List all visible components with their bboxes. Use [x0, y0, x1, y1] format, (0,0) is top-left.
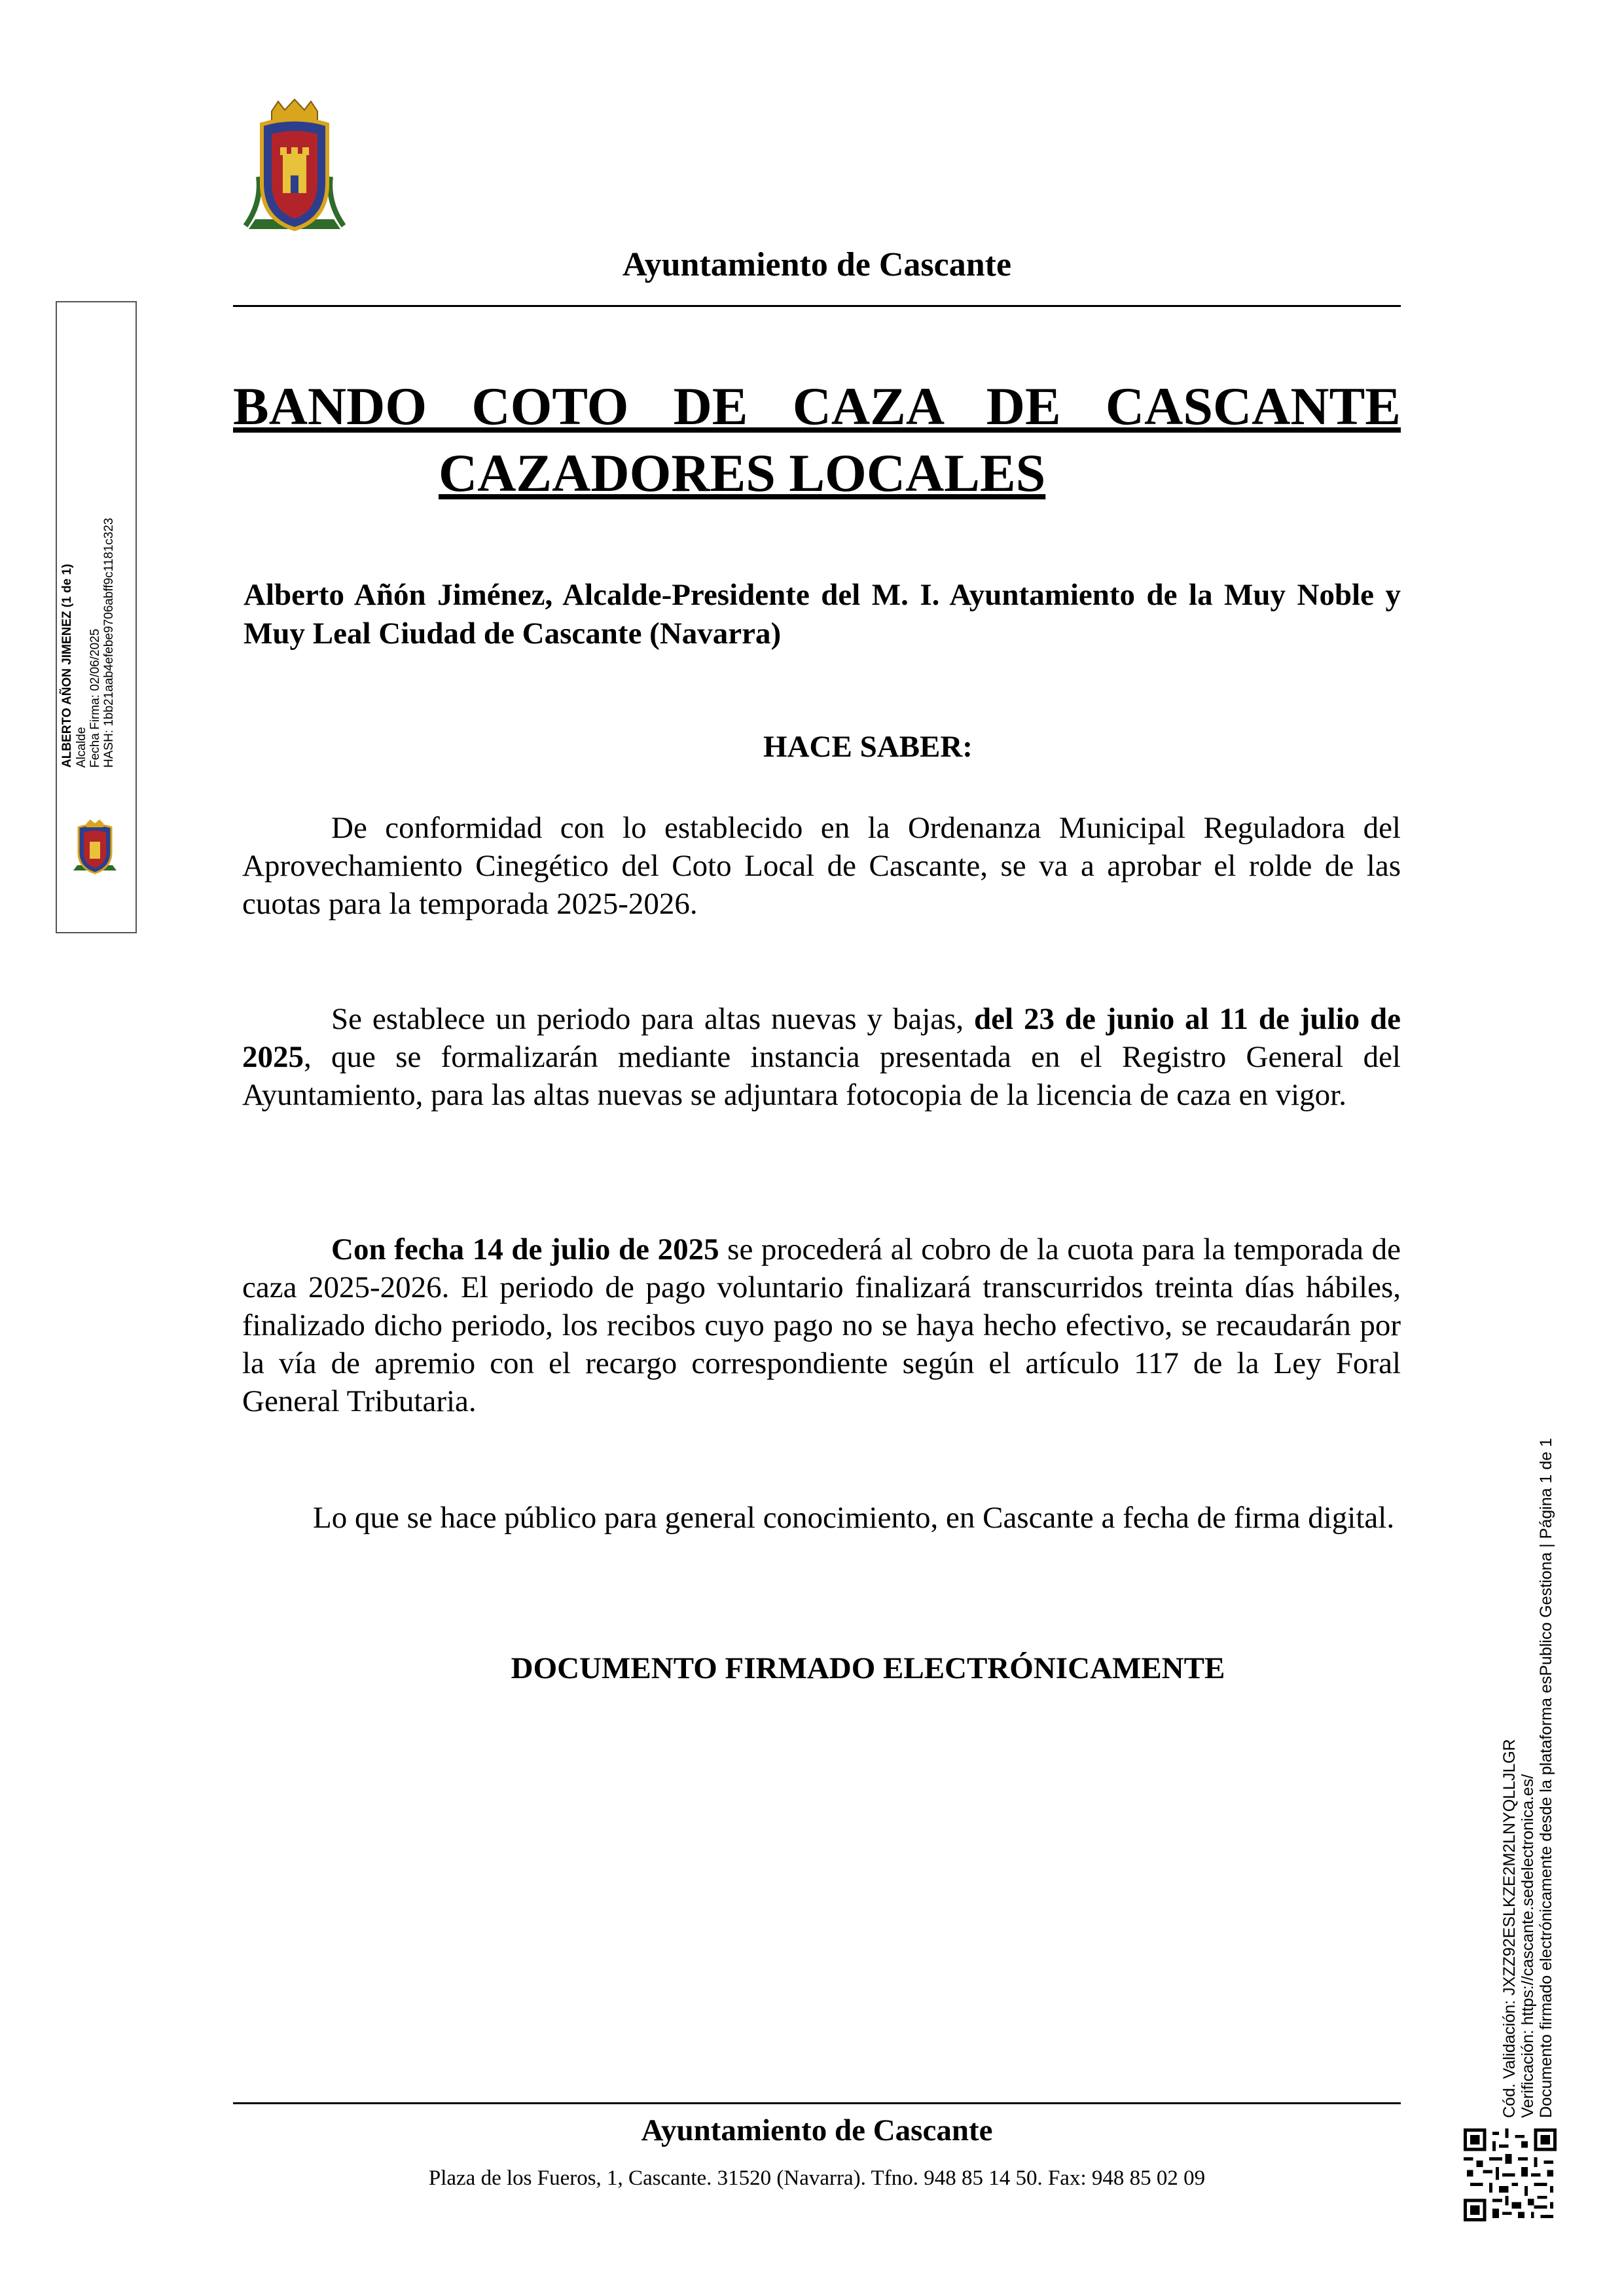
header-title: Ayuntamiento de Cascante	[622, 246, 1012, 283]
platform-note: Documento firmado electrónicamente desde la plataforma esPublico Gestiona | Página 1 de 1	[1537, 1437, 1555, 2118]
signature-crest-icon	[65, 818, 124, 877]
mayor-statement: Alberto Añón Jiménez, Alcalde-Presidente del M. I. Ayuntamiento de la Muy Noble y Muy Leal Ciudad de Cascante (Navarra)	[244, 578, 1401, 651]
coat-of-arms-logo	[236, 98, 353, 242]
paragraph-fee-text: se procederá al cobro de la cuota para la temporada de caza 2025-2026. El periodo de pago voluntario finalizará transcurridos treinta días hábiles, finalizado dicho periodo, los recibos cuyo pago no se haya hecho efectivo, se recaudarán por la vía de apremio con el recargo correspondiente según el artículo 117 de la Ley Foral General Tributaria.	[242, 1232, 1401, 1418]
document-title-line2: CAZADORES LOCALES	[439, 443, 1046, 503]
signer-role: Alcalde	[75, 726, 88, 768]
paragraph-ordinance	[242, 809, 1401, 923]
hace-saber-heading: HACE SABER:	[763, 730, 973, 764]
validation-code: Cód. Validación: JXZZ92ESLKZE2M2LNYQLLJLGR	[1500, 1739, 1519, 2118]
registration-dates: del 23 de junio al 11 de julio de 2025	[242, 1002, 1401, 1074]
collection-date: Con fecha 14 de julio de 2025	[331, 1232, 719, 1266]
paragraph-registration-text-b: , que se formalizarán mediante instancia presentada en el Registro General del Ayuntamiento, para las altas nuevas se adjuntara fotocopia de la licencia de caza en vigor.	[242, 1040, 1401, 1112]
signature-date: Fecha Firma: 02/06/2025	[88, 628, 102, 768]
verification-url[interactable]: Verificación: https://cascante.sedelectronica.es/	[1519, 1774, 1537, 2118]
footer-title: Ayuntamiento de Cascante	[641, 2113, 993, 2147]
header-divider	[233, 305, 1401, 307]
signer-name: ALBERTO AÑON JIMENEZ (1 de 1)	[60, 564, 74, 768]
electronic-signature-note: DOCUMENTO FIRMADO ELECTRÓNICAMENTE	[511, 1651, 1225, 1685]
document-title-line1: BANDO COTO DE CAZA DE CASCANTE	[233, 376, 1401, 436]
paragraph-fee-collection	[242, 1230, 1401, 1420]
qr-code-icon[interactable]	[1464, 2128, 1557, 2221]
signature-hash: HASH: 1bb21aab4efebe9706abff9c1181c323	[102, 518, 116, 768]
footer-divider	[233, 2102, 1401, 2104]
paragraph-closing-text: Lo que se hace público para general conocimiento, en Cascante a fecha de firma digital.	[313, 1501, 1395, 1535]
paragraph-closing	[242, 1499, 1401, 1537]
footer-address: Plaza de los Fueros, 1, Cascante. 31520 (Navarra). Tfno. 948 85 14 50. Fax: 948 85 02 09	[428, 2166, 1206, 2190]
paragraph-registration-text-a: Se establece un periodo para altas nuevas y bajas,	[331, 1002, 975, 1036]
paragraph-ordinance-text: De conformidad con lo establecido en la Ordenanza Municipal Reguladora del Aprovechamiento Cinegético del Coto Local de Cascante, se va a aprobar el rolde de las cuotas para la temporada 2025-2026.	[242, 811, 1401, 921]
paragraph-registration-period	[242, 1000, 1401, 1114]
